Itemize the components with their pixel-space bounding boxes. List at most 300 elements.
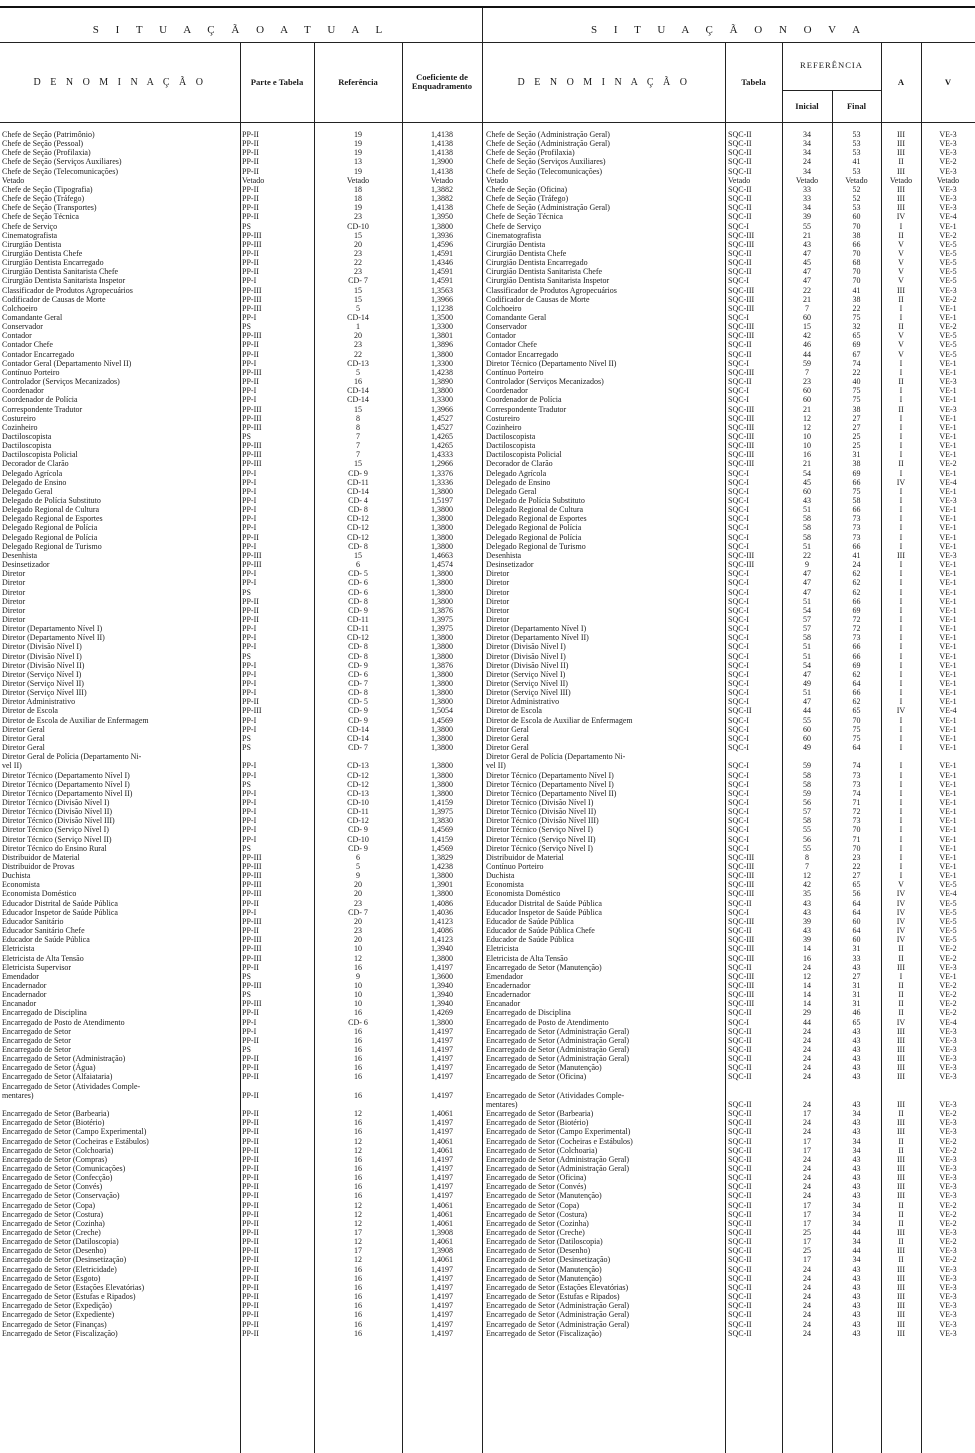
left-coeficiente: 1,3975 (431, 614, 453, 624)
right-inicial: 10 (803, 431, 811, 441)
left-parte: PP-II (242, 1218, 259, 1228)
right-v: VE-5 (939, 880, 957, 890)
left-parte: PS (242, 322, 251, 332)
left-row (0, 999, 482, 1008)
left-referencia: CD- 8 (348, 642, 368, 652)
left-denominacao: Controlador (Serviços Mecanizados) (2, 377, 120, 387)
right-tabela: SQC-II (728, 1136, 752, 1146)
right-a: III (897, 1154, 905, 1164)
right-v: VE-1 (939, 660, 957, 670)
right-inicial: 10 (803, 441, 811, 451)
left-coeficiente: 1,3901 (431, 880, 453, 890)
left-denominacao: Chefe de Seção (Tipografia) (2, 184, 93, 194)
right-inicial: 44 (803, 706, 811, 716)
right-a: I (899, 770, 903, 780)
left-parte: PP-II (242, 1191, 259, 1201)
right-denominacao: Distribuidor de Material (486, 852, 564, 862)
left-referencia: 8 (356, 413, 360, 423)
right-inicial: 14 (803, 990, 811, 1000)
left-row (0, 734, 482, 743)
right-a: V (898, 258, 904, 268)
right-tabela: SQC-I (728, 468, 749, 478)
right-denominacao: Encarregado de Setor (Administração Geral) (486, 1154, 630, 1164)
right-a: I (899, 422, 903, 432)
right-a: V (898, 340, 904, 350)
right-tabela: SQC-I (728, 651, 749, 661)
right-tabela: SQC-I (728, 633, 749, 643)
right-tabela: SQC-II (728, 148, 752, 158)
right-v: VE-5 (939, 916, 957, 926)
left-parte: PP-II (242, 1054, 259, 1064)
right-row (483, 514, 975, 523)
right-denominacao: Contínuo Porteiro (486, 367, 544, 377)
right-tabela: SQC-I (728, 688, 749, 698)
left-denominacao: Encarregado de Setor (Desenho) (2, 1246, 107, 1256)
right-inicial: 17 (803, 1237, 811, 1247)
right-denominacao: Contínuo Porteiro (486, 862, 544, 871)
right-inicial: 58 (803, 779, 811, 789)
left-row (0, 798, 482, 807)
right-denominacao: Diretor Técnico (Divisão Nível I) (486, 797, 594, 807)
right-denominacao: Encarregado de Setor (Cozinha) (486, 1218, 589, 1228)
left-denominacao: Encarregado de Setor (Desinsetização) (2, 1255, 127, 1265)
right-denominacao: Diretor (Serviço Nível I) (486, 669, 566, 679)
right-a: II (898, 404, 904, 414)
right-denominacao: Diretor (486, 605, 510, 615)
left-coeficiente: 1,4527 (431, 422, 453, 432)
right-row (483, 908, 975, 917)
left-row (0, 533, 482, 542)
left-denominacao: Chefe de Seção (Tráfego) (2, 194, 85, 204)
right-denominacao: Cirurgião Dentista Chefe (486, 248, 567, 258)
right-v: VE-1 (939, 569, 957, 579)
right-tabela: SQC-I (728, 907, 749, 917)
right-tabela: SQC-I (728, 276, 749, 286)
left-row (0, 405, 482, 414)
left-denominacao: Encadernador (2, 980, 47, 990)
right-final: 75 (852, 733, 861, 743)
right-tabela: SQC-I (728, 523, 749, 533)
right-inicial: 24 (803, 1163, 811, 1173)
left-row (0, 889, 482, 898)
left-denominacao: Contínuo Porteiro (2, 367, 60, 377)
right-a: IV (896, 935, 906, 945)
right-a: II (898, 953, 904, 963)
left-referencia: 16 (354, 1118, 362, 1128)
left-coeficiente: 1,4159 (431, 797, 453, 807)
right-inicial: 16 (803, 953, 811, 963)
right-inicial: 22 (803, 285, 811, 295)
right-inicial: 44 (803, 1017, 811, 1027)
right-v: VE-4 (939, 212, 957, 222)
right-a: I (899, 807, 903, 817)
right-denominacao: Encadernador (486, 980, 531, 990)
right-final: 34 (852, 1145, 861, 1155)
right-row (483, 258, 975, 267)
left-parte: PP-III (242, 862, 262, 871)
right-a: I (899, 486, 903, 496)
left-parte: PP-II (242, 1209, 259, 1219)
right-final: 70 (852, 843, 861, 853)
left-row (0, 167, 482, 176)
left-parte: PP-II (242, 248, 259, 258)
left-denominacao: Encarregado de Setor (Campo Experimental) (2, 1127, 147, 1137)
right-tabela: SQC-II (728, 1310, 752, 1320)
right-a: IV (896, 706, 906, 716)
left-parte: PP-II (242, 1163, 259, 1173)
left-parte: PP-III (242, 980, 262, 990)
right-tabela: SQC-III (728, 560, 755, 570)
right-tabela: SQC-III (728, 862, 755, 871)
left-coeficiente: 1,3800 (431, 1017, 453, 1027)
left-parte: PP-II (242, 157, 259, 167)
right-final: 70 (852, 276, 861, 286)
right-tabela: SQC-I (728, 358, 749, 368)
left-denominacao: Encarregado de Setor (Fiscalização) (2, 1328, 118, 1338)
right-v: VE-3 (939, 1063, 957, 1073)
left-referencia: 9 (356, 971, 360, 981)
right-final: 43 (852, 1026, 861, 1036)
right-final: 38 (852, 230, 861, 240)
right-final: 43 (852, 1328, 861, 1338)
right-v: VE-3 (939, 1173, 957, 1183)
right-denominacao: Encarregado de Setor (Estações Elevatórias) (486, 1282, 629, 1292)
right-a: IV (896, 907, 906, 917)
right-row (483, 313, 975, 322)
right-a: II (898, 322, 904, 332)
right-tabela: SQC-III (728, 331, 755, 341)
left-parte: PP-I (242, 313, 257, 322)
right-v: VE-4 (939, 889, 957, 899)
right-denominacao: Chefe de Seção (Administração Geral) (486, 139, 610, 149)
right-inicial: 24 (803, 1099, 811, 1109)
left-denominacao: Cirurgião Dentista Sanitarista Inspetor (2, 276, 126, 286)
right-final: 73 (852, 770, 861, 780)
right-row (483, 295, 975, 304)
right-tabela: SQC-I (728, 733, 749, 743)
right-row (483, 862, 975, 871)
right-inicial: 24 (803, 1154, 811, 1164)
left-denominacao: Encarregado de Setor (Barbearia) (2, 1109, 110, 1119)
right-a: I (899, 560, 903, 570)
right-tabela: SQC-II (728, 1209, 752, 1219)
right-final: 62 (852, 578, 861, 588)
right-row (483, 1146, 975, 1155)
right-row (483, 359, 975, 368)
right-tabela: SQC-II (728, 1282, 752, 1292)
right-row (483, 615, 975, 624)
right-final: 41 (852, 550, 861, 560)
right-a: III (897, 1328, 905, 1338)
left-row (0, 267, 482, 276)
left-denominacao: Encarregado de Setor (Cozinha) (2, 1218, 105, 1228)
left-parte: PP-II (242, 1173, 259, 1183)
right-denominacao: Encarregado de Setor (Costura) (486, 1209, 588, 1219)
right-final: 53 (852, 148, 861, 158)
right-v: VE-3 (939, 1026, 957, 1036)
right-row (483, 1237, 975, 1246)
right-final: 43 (852, 1191, 861, 1201)
right-final: 72 (852, 624, 861, 634)
right-inicial: 59 (803, 358, 811, 368)
left-referencia: CD- 5 (348, 697, 368, 707)
right-a: III (897, 1118, 905, 1128)
right-a: V (898, 239, 904, 249)
left-parte: PP-I (242, 477, 257, 487)
left-coeficiente: 1,3800 (431, 697, 453, 707)
right-denominacao: Encarregado de Setor (Administração Geral) (486, 1310, 630, 1320)
right-a: III (897, 1182, 905, 1192)
left-parte: PS (242, 733, 251, 743)
left-denominacao: Encarregado de Setor (Expediente) (2, 1310, 115, 1320)
left-denominacao: vel II) (2, 761, 22, 771)
left-referencia: 18 (354, 184, 362, 194)
left-coeficiente: 1,2966 (431, 459, 453, 469)
left-coeficiente: 1,4138 (431, 148, 453, 158)
right-v: VE-1 (939, 431, 957, 441)
left-row (0, 276, 482, 285)
left-coeficiente: 1,4265 (431, 441, 453, 451)
right-tabela: SQC-II (728, 166, 752, 176)
right-v: VE-1 (939, 807, 957, 817)
left-referencia: 16 (354, 1319, 362, 1329)
right-final: 66 (852, 505, 861, 515)
right-v: VE-2 (939, 1209, 957, 1219)
right-denominacao: Diretor Geral (486, 743, 529, 753)
right-v: VE-3 (939, 1072, 957, 1082)
right-final: 64 (852, 926, 861, 936)
left-row (0, 368, 482, 377)
right-tabela: SQC-III (728, 294, 755, 304)
right-final: 34 (852, 1218, 861, 1228)
left-coeficiente: 1,4663 (431, 550, 453, 560)
left-row (0, 771, 482, 780)
left-coeficiente: 1,4197 (431, 1182, 453, 1192)
right-denominacao: Encarregado de Setor (Copa) (486, 1200, 580, 1210)
left-row (0, 1036, 482, 1045)
left-parte: PP-I (242, 395, 257, 405)
left-referencia: CD-12 (347, 514, 369, 524)
right-tabela: SQC-III (728, 303, 755, 313)
left-row (0, 844, 482, 853)
right-a: V (898, 248, 904, 258)
left-parte: PP-II (242, 614, 259, 624)
left-parte: PS (242, 971, 251, 981)
right-denominacao: Diretor Técnico (Departamento Nível I) (486, 779, 614, 789)
left-row (0, 624, 482, 633)
left-referencia: 17 (354, 1228, 362, 1237)
left-denominacao: Encarregado de Setor (Comunicações) (2, 1163, 126, 1173)
left-referencia: 7 (356, 450, 360, 460)
left-row (0, 551, 482, 560)
right-tabela: SQC-I (728, 834, 749, 844)
left-referencia: 16 (354, 1173, 362, 1183)
left-parte: PP-I (242, 578, 257, 588)
left-denominacao: Diretor (Departamento Nível II) (2, 633, 105, 643)
right-a: I (899, 697, 903, 707)
left-parte: PP-II (242, 148, 259, 158)
right-row (483, 1164, 975, 1173)
left-coeficiente: 1,3800 (431, 953, 453, 963)
right-row (483, 459, 975, 468)
right-final: 43 (852, 1310, 861, 1320)
right-inicial: 12 (803, 971, 811, 981)
left-referencia: CD- 8 (348, 596, 368, 606)
right-tabela: SQC-I (728, 496, 749, 505)
right-v: Vetado (936, 175, 960, 185)
right-final: 24 (852, 560, 861, 570)
left-referencia: 16 (354, 1054, 362, 1064)
right-final: 66 (852, 642, 861, 652)
left-coeficiente: 1,3800 (431, 761, 453, 771)
right-denominacao: Encarregado de Posto de Atendimento (486, 1017, 609, 1027)
right-denominacao: Encarregado de Disciplina (486, 1008, 571, 1018)
left-parte: PP-I (242, 541, 257, 551)
left-referencia: CD- 9 (348, 605, 368, 615)
left-parte: PP-III (242, 331, 262, 341)
right-inicial: 39 (803, 935, 811, 945)
right-row (483, 880, 975, 889)
left-referencia: CD-13 (347, 788, 369, 798)
right-a: I (899, 431, 903, 441)
right-inicial: 54 (803, 605, 811, 615)
left-parte: PP-II (242, 1154, 259, 1164)
left-parte: PP-III (242, 367, 262, 377)
left-denominacao: Encarregado de Setor (Estações Elevatórias) (2, 1282, 145, 1292)
right-a: V (898, 331, 904, 341)
right-a: Vetado (889, 175, 913, 185)
left-parte: PP-III (242, 450, 262, 460)
left-denominacao: Diretor (Divisão Nível I) (2, 642, 82, 652)
right-denominacao: Duchista (486, 871, 515, 881)
left-parte: PP-III (242, 944, 262, 954)
right-inicial: 24 (803, 1072, 811, 1082)
left-coeficiente: 1,3800 (431, 770, 453, 780)
right-row (483, 825, 975, 834)
right-final: 43 (852, 1072, 861, 1082)
right-final: 66 (852, 541, 861, 551)
left-referencia: 7 (356, 441, 360, 451)
left-row (0, 1137, 482, 1146)
left-coeficiente: 1,4591 (431, 267, 453, 277)
left-parte: PP-II (242, 1237, 259, 1247)
right-inicial: 33 (803, 184, 811, 194)
left-coeficiente: 1,4596 (431, 239, 453, 249)
right-v: VE-1 (939, 505, 957, 515)
right-denominacao: Cirurgião Dentista Encarregado (486, 258, 588, 268)
right-tabela: SQC-II (728, 194, 752, 204)
left-denominacao: Delegado de Ensino (2, 477, 67, 487)
right-v: VE-1 (939, 386, 957, 396)
right-denominacao: Diretor Técnico (Divisão Nível III) (486, 816, 599, 826)
left-denominacao: Contador Encarregado (2, 349, 75, 359)
right-tabela: SQC-II (728, 1191, 752, 1201)
right-denominacao: Delegado Regional de Turismo (486, 541, 586, 551)
right-v: VE-3 (939, 194, 957, 204)
right-row (483, 423, 975, 432)
left-row (0, 871, 482, 880)
left-row (0, 1091, 482, 1100)
left-parte: PP-III (242, 230, 262, 240)
left-row (0, 231, 482, 240)
left-row (0, 139, 482, 148)
left-row (0, 1265, 482, 1274)
right-v: VE-3 (939, 203, 957, 213)
left-denominacao: Encarregado de Disciplina (2, 1008, 87, 1018)
right-tabela: SQC-III (728, 422, 755, 432)
right-v: VE-1 (939, 523, 957, 533)
right-v: VE-3 (939, 377, 957, 387)
right-a: II (898, 230, 904, 240)
left-coeficiente: 1,4086 (431, 926, 453, 936)
right-row (483, 487, 975, 496)
right-denominacao: Diretor de Escola (486, 706, 542, 716)
left-coeficiente: 1,3563 (431, 285, 453, 295)
right-final: 70 (852, 248, 861, 258)
left-denominacao: Encarregado de Setor (Colchoaria) (2, 1145, 114, 1155)
left-referencia: CD- 7 (348, 276, 368, 286)
right-denominacao: Diretor Técnico (Serviço Nível I) (486, 825, 593, 835)
right-row (483, 926, 975, 935)
left-row (0, 578, 482, 587)
left-referencia: 16 (354, 1182, 362, 1192)
left-row (0, 725, 482, 734)
left-referencia: CD- 4 (348, 496, 368, 505)
right-final: 64 (852, 679, 861, 688)
right-final: 38 (852, 459, 861, 469)
right-final: 62 (852, 587, 861, 597)
left-coeficiente: 1,4197 (431, 1328, 453, 1338)
right-row (483, 1265, 975, 1274)
left-coeficiente: 1,3882 (431, 184, 453, 194)
left-parte: PP-I (242, 688, 257, 698)
left-row (0, 1118, 482, 1127)
left-coeficiente: 1,3800 (431, 743, 453, 753)
right-row (483, 212, 975, 221)
right-denominacao: Diretor (486, 587, 510, 597)
left-denominacao: Encarregado de Setor (Biotério) (2, 1118, 105, 1128)
right-final: Vetado (845, 175, 868, 185)
left-coeficiente: 1,3975 (431, 624, 453, 634)
right-v: VE-3 (939, 148, 957, 158)
right-tabela: SQC-I (728, 816, 749, 826)
right-final: 75 (852, 395, 861, 405)
left-denominacao: Encarregado de Setor (Datiloscopia) (2, 1237, 119, 1247)
right-denominacao: Chefe de Seção (Telecomunicações) (486, 166, 603, 176)
right-row (483, 771, 975, 780)
right-v: VE-5 (939, 926, 957, 936)
right-a: V (898, 276, 904, 286)
right-denominacao: Encarregado de Setor (Manutenção) (486, 1273, 602, 1283)
left-parte: PP-III (242, 550, 262, 560)
right-inicial: 24 (803, 1319, 811, 1329)
right-v: VE-1 (939, 761, 957, 771)
left-referencia: 22 (354, 349, 362, 359)
right-v: VE-1 (939, 587, 957, 597)
right-row (483, 505, 975, 514)
right-inicial: 43 (803, 907, 811, 917)
left-denominacao: Delegado Regional de Polícia (2, 523, 98, 533)
right-header-denominacao: D E N O M I N A Ç Ã O (517, 76, 691, 88)
left-denominacao: Costureiro (2, 413, 36, 423)
right-v: VE-2 (939, 294, 957, 304)
right-v: VE-1 (939, 413, 957, 423)
left-row (0, 185, 482, 194)
right-denominacao: Diretor (Serviço Nível II) (486, 679, 568, 688)
right-v: VE-2 (939, 1200, 957, 1210)
right-row (483, 350, 975, 359)
right-v: VE-5 (939, 340, 957, 350)
